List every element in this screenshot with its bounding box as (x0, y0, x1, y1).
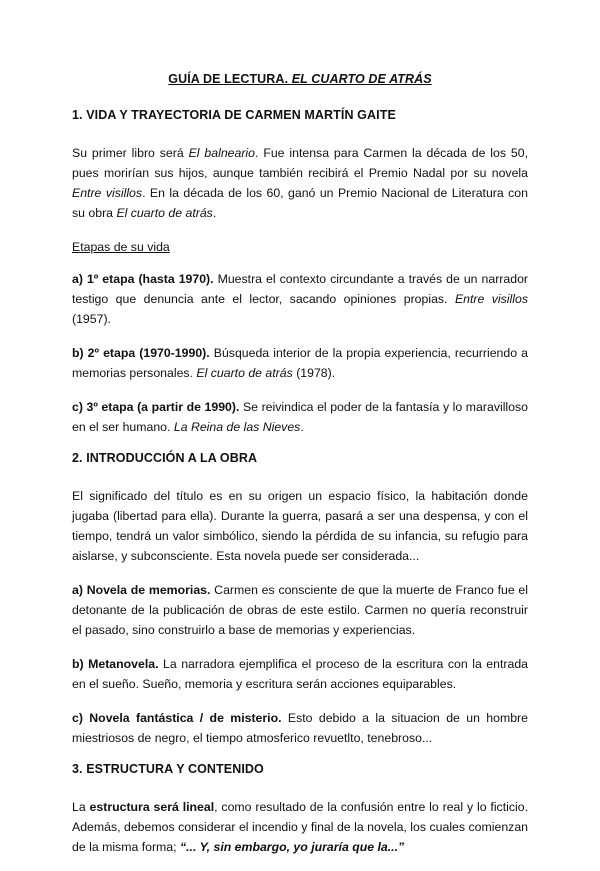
text-run: Entre visillos (72, 186, 143, 200)
section-2-paragraph (72, 486, 528, 566)
text-run: a) 1º etapa (hasta 1970). (72, 272, 214, 286)
text-run: (1957). (72, 312, 111, 326)
section-2-heading: 2. INTRODUCCIÓN A LA OBRA (72, 451, 258, 465)
text-run: La narradora ejemplifica el proceso de la escritura con la entrada en el sueño. Sueño, memoria y escritura serán acciones equiparables. (72, 657, 528, 691)
section-3-heading: 3. ESTRUCTURA Y CONTENIDO (72, 762, 264, 776)
text-run: Muestra el contexto circundante a través de un narrador testigo que denuncia ante el lector, sacando opiniones propias. (72, 272, 529, 306)
text-run: Su primer libro será (72, 146, 189, 160)
text-run: , como resultado de la confusión entre lo real y lo ficticio. Además, debemos considerar el incendio y final de la novela, los cuales comienzan de la misma forma; (72, 800, 528, 854)
stage-c (72, 397, 528, 437)
text-run: La Reina de las Nieves (173, 420, 301, 434)
stages-label: Etapas de su vida (72, 240, 170, 254)
novel-type-b (72, 654, 528, 694)
text-run: a) Novela de memorias. (72, 583, 211, 597)
section-1-paragraph (72, 143, 528, 223)
text-run: El balneario (188, 146, 256, 160)
novel-type-c (72, 708, 528, 748)
text-run: Carmen es consciente de que la muerte de Franco fue el detonante de la publicación de obras de este estilo. Carmen no quería reconstruir el pasado, sino construirlo a base de memorias y experiencias. (72, 583, 528, 637)
text-run: Búsqueda interior de la propia experiencia, recurriendo a memorias personales. (72, 346, 528, 380)
text-run: . (300, 420, 304, 434)
text-run: . (212, 206, 217, 220)
document-title (72, 72, 528, 86)
document-page (72, 60, 528, 871)
text-run: . Fue intensa para Carmen la década de los 50, pues morirían sus hijos, aunque también recibirá el Premio Nadal por su novela (72, 146, 528, 180)
text-run: El cuarto de atrás (196, 366, 293, 380)
text-run: Se reivindica el poder de la fantasía y lo maravilloso en el ser humano. (72, 400, 528, 434)
text-run: La (72, 800, 90, 814)
novel-type-a (72, 580, 528, 640)
text-run: estructura será lineal (89, 800, 215, 814)
text-run: “... Y, sin embargo, yo juraría que la...” (179, 840, 405, 854)
stage-b (72, 343, 528, 383)
stage-a (72, 269, 528, 329)
text-run: c) Novela fantástica / de misterio. (72, 711, 282, 725)
text-run: (1978). (292, 366, 336, 380)
text-run: b) Metanovela. (72, 657, 159, 671)
text-run: b) 2º etapa (1970-1990). (72, 346, 210, 360)
section-3-paragraph (72, 797, 528, 857)
text-run: Esto debido a la situacion de un hombre miestriosos de negro, el tiempo atmosferico revuetlto, tenebroso... (72, 711, 528, 745)
text-run: Entre visillos (454, 292, 528, 306)
title-plain: GUÍA DE LECTURA. (168, 72, 292, 86)
text-run: El significado del título es en su origen un espacio físico, la habitación donde jugaba (libertad para ella). Durante la guerra, pasará a ser una despensa, y con el tiempo, tendrá un valor simbólico, siendo la pérdida de su infancia, su refugio para aislarse, y subconsciente. Esta novela puede ser considerada... (72, 489, 528, 563)
text-run: c) 3º etapa (a partir de 1990). (72, 400, 240, 414)
title-italic: EL CUARTO DE ATRÁS (291, 72, 432, 86)
text-run: . En la década de los 60, ganó un Premio Nacional de Literatura con su obra (72, 186, 528, 220)
section-1-heading: 1. VIDA Y TRAYECTORIA DE CARMEN MARTÍN GAITE (72, 108, 396, 122)
text-run: El cuarto de atrás (116, 206, 213, 220)
